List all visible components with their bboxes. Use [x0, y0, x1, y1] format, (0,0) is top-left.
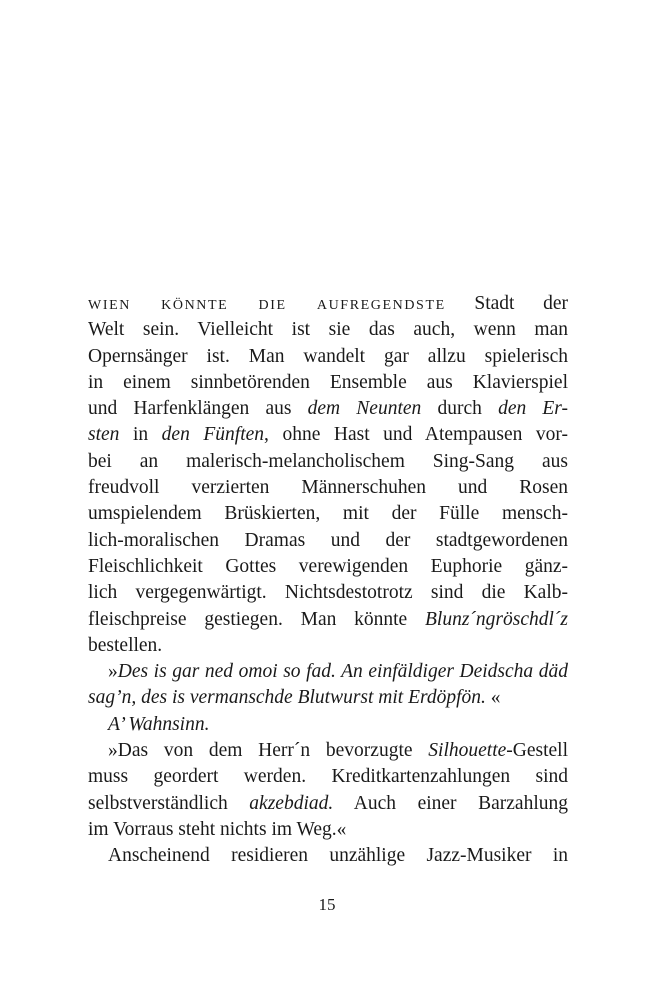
text-line: [88, 843, 568, 869]
text-line: [88, 738, 568, 764]
text-line: [88, 580, 568, 606]
text-segment: Welt sein. Vielleicht ist sie das auch, wenn man: [88, 319, 568, 341]
italic-text: Silhouette: [428, 740, 507, 762]
text-segment: selbstverständlich: [88, 792, 250, 814]
text-segment: lich vergegenwärtigt. Nichtsdestotrotz sind die Kalb-: [88, 582, 568, 604]
italic-text: den Fünften: [161, 424, 265, 446]
text-segment: umspielendem Brüskierten, mit der Fülle mensch-: [88, 503, 568, 525]
text-line: [88, 712, 568, 738]
text-segment: «: [485, 687, 501, 709]
text-line: [88, 607, 568, 633]
text-line: [88, 422, 568, 448]
text-line: [88, 370, 568, 396]
text-line: [88, 817, 568, 843]
text-line: [88, 344, 568, 370]
text-line: [88, 396, 568, 422]
italic-text: sten: [88, 424, 120, 446]
text-segment: -Gestell: [506, 740, 568, 762]
text-line: [88, 449, 568, 475]
small-caps-opening: wien könnte die aufregendste: [88, 293, 446, 314]
page-number: 15: [318, 895, 336, 914]
text-segment: »Das von dem Herr´n bevorzugte: [108, 740, 429, 762]
text-segment: bestellen.: [88, 634, 163, 656]
text-line: [88, 554, 568, 580]
text-segment: Auch einer Barzahlung: [333, 792, 568, 814]
text-segment: durch: [421, 398, 499, 420]
text-segment: Fleischlichkeit Gottes verewigenden Euphorie gänz-: [88, 555, 568, 577]
italic-text: den Er-: [498, 398, 568, 420]
body-text: [88, 291, 568, 870]
text-segment: Stadt der: [445, 293, 568, 314]
italic-text: dem Neunten: [307, 398, 422, 420]
text-segment: »: [108, 661, 118, 683]
text-segment: , ohne Hast und Atempausen vor-: [264, 424, 568, 446]
italic-text: Blunz´ngröschdl´z: [425, 608, 568, 630]
text-line: [88, 501, 568, 527]
italic-text: Des is gar ned omoi so fad. An einfäldiger Deidscha däd: [117, 661, 568, 683]
text-segment: lich-moralischen Dramas und der stadtgewordenen: [88, 529, 568, 551]
text-segment: muss geordert werden. Kreditkartenzahlungen sind: [88, 766, 568, 788]
text-line: [88, 659, 568, 685]
italic-text: sag’n, des is vermanschde Blutwurst mit Erdöpfön.: [88, 687, 486, 709]
text-segment: Opernsänger ist. Man wandelt gar allzu spielerisch: [88, 345, 568, 367]
text-line: [88, 317, 568, 343]
text-line: [88, 291, 568, 317]
text-segment: im Vorraus steht nichts im Weg.«: [88, 818, 347, 840]
text-segment: und Harfenklängen aus: [88, 398, 308, 420]
text-segment: fleischpreise gestiegen. Man könnte: [88, 608, 425, 630]
text-segment: bei an malerisch-melancholischem Sing-Sang aus: [88, 450, 568, 472]
text-line: [88, 764, 568, 790]
text-line: [88, 633, 568, 659]
text-line: [88, 791, 568, 817]
text-line: [88, 685, 568, 711]
text-line: [88, 528, 568, 554]
text-segment: in: [119, 424, 162, 446]
text-segment: Anscheinend residieren unzählige Jazz-Musiker in: [108, 845, 568, 867]
italic-text: A’ Wahnsinn.: [108, 713, 210, 735]
text-line: [88, 475, 568, 501]
text-segment: in einem sinnbetörenden Ensemble aus Klavierspiel: [88, 371, 568, 393]
italic-text: akzebdiad.: [249, 792, 334, 814]
text-segment: freudvoll verzierten Männerschuhen und Rosen: [88, 477, 568, 499]
